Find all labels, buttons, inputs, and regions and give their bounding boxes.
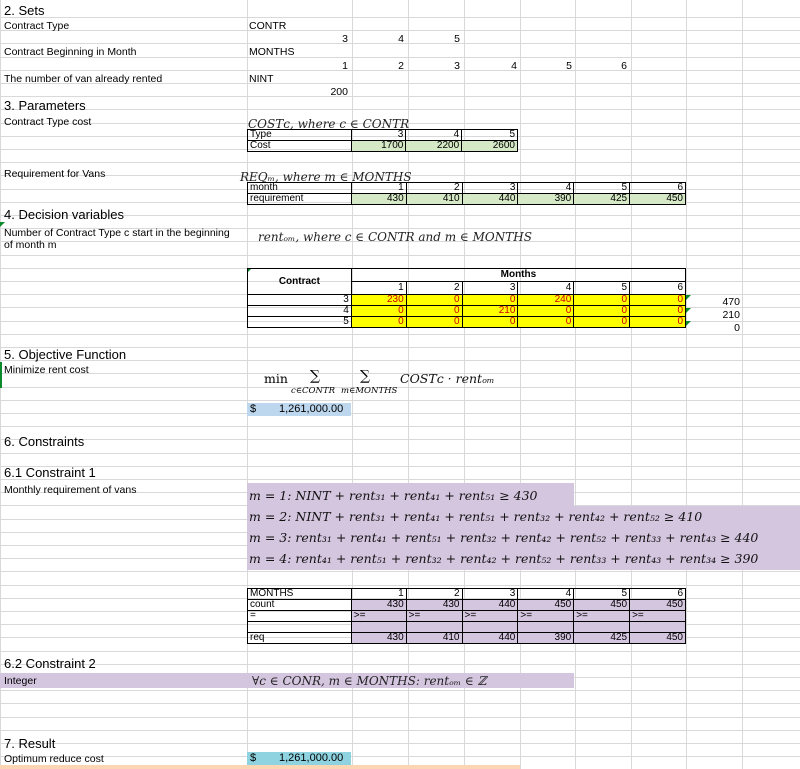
- req-month: 2: [406, 183, 462, 194]
- months-value: 6: [621, 60, 627, 72]
- req-check-value[interactable]: 430: [351, 633, 406, 644]
- objective-value: 1,261,000.00: [279, 403, 344, 415]
- cost-type: 5: [462, 130, 518, 141]
- currency-symbol: $: [250, 752, 257, 764]
- req-value[interactable]: 390: [518, 194, 574, 205]
- req-check-value[interactable]: 410: [406, 633, 462, 644]
- count-value[interactable]: 450: [630, 600, 686, 611]
- table-row: [248, 306, 686, 317]
- requirement-formula: REQₘ, where m ∈ MONTHS: [240, 170, 412, 184]
- count-value[interactable]: 440: [462, 600, 518, 611]
- requirement-label: Requirement for Vans: [4, 168, 106, 180]
- cost-formula: COSTᴄ, where c ∈ CONTR: [248, 117, 410, 131]
- rent-cell[interactable]: 0: [406, 295, 462, 306]
- sum-symbol: ∑: [360, 368, 370, 384]
- objective-value-cell[interactable]: [247, 403, 351, 416]
- operator-cell[interactable]: >=: [351, 611, 406, 622]
- constraint-check-table: [247, 588, 686, 644]
- req-value[interactable]: 450: [630, 194, 686, 205]
- cost-type: 3: [351, 130, 406, 141]
- decision-month: 2: [406, 282, 462, 295]
- cost-value[interactable]: 2600: [462, 141, 518, 152]
- table-row: [248, 633, 686, 644]
- constraint-equation-m4: m = 4: rent₄₁ + rent₅₁ + rent₃₂ + rent₄₂ + rent₅₂ + rent₃₃ + rent₄₃ + rent₃₄ ≥ 390: [249, 551, 759, 566]
- contract-type-label: Contract Type: [4, 20, 70, 32]
- contract-type: 3: [248, 295, 352, 306]
- rent-cell[interactable]: 230: [351, 295, 406, 306]
- selection-marker: [0, 362, 2, 388]
- operator-cell[interactable]: >=: [462, 611, 518, 622]
- rent-cell[interactable]: 0: [406, 306, 462, 317]
- objective-expression: COSTᴄ · rentₒₘ: [400, 371, 495, 386]
- sum-subscript: c∈CONTR: [291, 386, 336, 396]
- months-set-name: MONTHS: [249, 46, 295, 58]
- check-month: 6: [630, 589, 686, 600]
- table-row: [248, 317, 686, 328]
- operator-row-label: =: [248, 611, 352, 622]
- table-row: [248, 611, 686, 622]
- check-month: 2: [406, 589, 462, 600]
- constraint-equation-m2: m = 2: NINT + rent₃₁ + rent₄₁ + rent₅₁ + rent₃₂ + rent₄₂ + rent₅₂ ≥ 410: [249, 509, 703, 524]
- rent-cell[interactable]: 0: [518, 317, 574, 328]
- row-total: 0: [734, 322, 740, 334]
- operator-cell[interactable]: >=: [574, 611, 630, 622]
- sum-symbol: ∑: [310, 368, 320, 384]
- table-row: [248, 295, 686, 306]
- rent-cell[interactable]: 0: [406, 317, 462, 328]
- result-value: 1,261,000.00: [279, 752, 344, 764]
- decision-formula: rentₒₘ, where c ∈ CONTR and m ∈ MONTHS: [258, 230, 532, 244]
- requirement-table: [247, 182, 686, 205]
- empty-row: [248, 622, 352, 633]
- req-month-header: month: [248, 183, 352, 194]
- rent-cell[interactable]: 210: [462, 306, 518, 317]
- months-value: 1: [342, 60, 348, 72]
- check-month: 3: [462, 589, 518, 600]
- req-value[interactable]: 410: [406, 194, 462, 205]
- check-month: 4: [518, 589, 574, 600]
- constraint-2-formula: ∀c ∈ CONR, m ∈ MONTHS: rentₒₘ ∈ ℤ: [252, 674, 487, 688]
- req-month: 4: [518, 183, 574, 194]
- rent-cell[interactable]: 240: [518, 295, 574, 306]
- decision-month: 3: [462, 282, 518, 295]
- req-month: 6: [630, 183, 686, 194]
- req-row-label: req: [248, 633, 352, 644]
- section-header-parameters: 3. Parameters: [4, 98, 86, 113]
- req-value[interactable]: 425: [574, 194, 630, 205]
- nint-value: 200: [330, 86, 348, 98]
- contract-type: 5: [248, 317, 352, 328]
- contract-type: 4: [248, 306, 352, 317]
- empty-cell: [406, 622, 462, 633]
- cost-row-label: Cost: [248, 141, 352, 152]
- req-value[interactable]: 430: [351, 194, 406, 205]
- cost-type-header: Type: [248, 130, 352, 141]
- result-label: Optimum reduce cost: [4, 753, 104, 765]
- req-value[interactable]: 440: [462, 194, 518, 205]
- section-header-decision: 4. Decision variables: [4, 207, 124, 222]
- min-operator: min: [264, 371, 288, 386]
- months-row-label: MONTHS: [248, 589, 352, 600]
- rent-cell[interactable]: 0: [630, 306, 686, 317]
- rent-cell[interactable]: 0: [351, 317, 406, 328]
- contr-value: 5: [454, 33, 460, 45]
- decision-month: 1: [351, 282, 406, 295]
- decision-label: Number of Contract Type c start in the beginning of month m: [4, 227, 230, 251]
- rent-cell[interactable]: 0: [574, 317, 630, 328]
- constraint-2-label: Integer: [4, 675, 37, 687]
- table-row: [248, 600, 686, 611]
- req-check-value[interactable]: 450: [630, 633, 686, 644]
- req-month: 3: [462, 183, 518, 194]
- req-check-value[interactable]: 425: [574, 633, 630, 644]
- count-value[interactable]: 450: [518, 600, 574, 611]
- cost-value[interactable]: 1700: [351, 141, 406, 152]
- cost-value[interactable]: 2200: [406, 141, 462, 152]
- contract-header: Contract: [248, 269, 352, 295]
- row-total: 210: [722, 309, 740, 321]
- section-header-objective: 5. Objective Function: [4, 347, 127, 362]
- req-month: 1: [351, 183, 406, 194]
- rent-cell[interactable]: 0: [351, 306, 406, 317]
- decision-month: 5: [574, 282, 630, 295]
- empty-cell: [574, 622, 630, 633]
- section-header-sets: 2. Sets: [4, 3, 45, 18]
- empty-cell: [462, 622, 518, 633]
- cost-label: Contract Type cost: [4, 116, 92, 128]
- constraint-equation-m3: m = 3: rent₃₁ + rent₄₁ + rent₅₁ + rent₃₂ + rent₄₂ + rent₅₂ + rent₃₃ + rent₄₃ ≥ 440: [249, 530, 759, 545]
- nint-set-name: NINT: [249, 73, 274, 85]
- section-header-constraint-1: 6.1 Constraint 1: [4, 465, 96, 480]
- req-check-value[interactable]: 390: [518, 633, 574, 644]
- operator-cell[interactable]: >=: [518, 611, 574, 622]
- constraint-equation-m1: m = 1: NINT + rent₃₁ + rent₄₁ + rent₅₁ ≥ 430: [249, 488, 538, 503]
- section-header-constraints: 6. Constraints: [4, 434, 85, 449]
- empty-cell: [351, 622, 406, 633]
- count-value[interactable]: 430: [406, 600, 462, 611]
- months-value: 4: [511, 60, 517, 72]
- contract-month-label: Contract Beginning in Month: [4, 46, 137, 58]
- req-row-label: requirement: [248, 194, 352, 205]
- req-month: 5: [574, 183, 630, 194]
- decision-month: 4: [518, 282, 574, 295]
- operator-cell[interactable]: >=: [630, 611, 686, 622]
- constraint-1-label: Monthly requirement of vans: [4, 484, 137, 496]
- rent-cell[interactable]: 0: [574, 295, 630, 306]
- empty-cell: [518, 622, 574, 633]
- currency-symbol: $: [250, 403, 257, 415]
- months-value: 5: [566, 60, 572, 72]
- result-value-cell[interactable]: [247, 752, 351, 765]
- count-value[interactable]: 450: [574, 600, 630, 611]
- cost-table: [247, 129, 518, 152]
- operator-cell[interactable]: >=: [406, 611, 462, 622]
- nint-label: The number of van already rented: [4, 73, 163, 85]
- section-header-result: 7. Result: [4, 736, 56, 751]
- check-month: 5: [574, 589, 630, 600]
- months-value: 3: [454, 60, 460, 72]
- cost-type: 4: [406, 130, 462, 141]
- rent-cell[interactable]: 0: [630, 295, 686, 306]
- contr-value: 4: [398, 33, 404, 45]
- rent-cell[interactable]: 0: [462, 317, 518, 328]
- months-header: Months: [351, 269, 685, 282]
- decision-month: 6: [630, 282, 686, 295]
- row-total: 470: [722, 296, 740, 308]
- count-row-label: count: [248, 600, 352, 611]
- empty-cell: [630, 622, 686, 633]
- rent-cell[interactable]: 0: [462, 295, 518, 306]
- rent-cell[interactable]: 0: [630, 317, 686, 328]
- section-header-constraint-2: 6.2 Constraint 2: [4, 656, 96, 671]
- check-month: 1: [351, 589, 406, 600]
- rent-cell[interactable]: 0: [518, 306, 574, 317]
- objective-label: Minimize rent cost: [4, 364, 89, 376]
- rent-cell[interactable]: 0: [574, 306, 630, 317]
- req-check-value[interactable]: 440: [462, 633, 518, 644]
- sum-subscript: m∈MONTHS: [341, 386, 398, 396]
- contr-value: 3: [342, 33, 348, 45]
- count-value[interactable]: 430: [351, 600, 406, 611]
- decision-table: [247, 268, 686, 328]
- months-value: 2: [398, 60, 404, 72]
- highlight-band: [0, 765, 520, 769]
- contr-set-name: CONTR: [249, 20, 287, 32]
